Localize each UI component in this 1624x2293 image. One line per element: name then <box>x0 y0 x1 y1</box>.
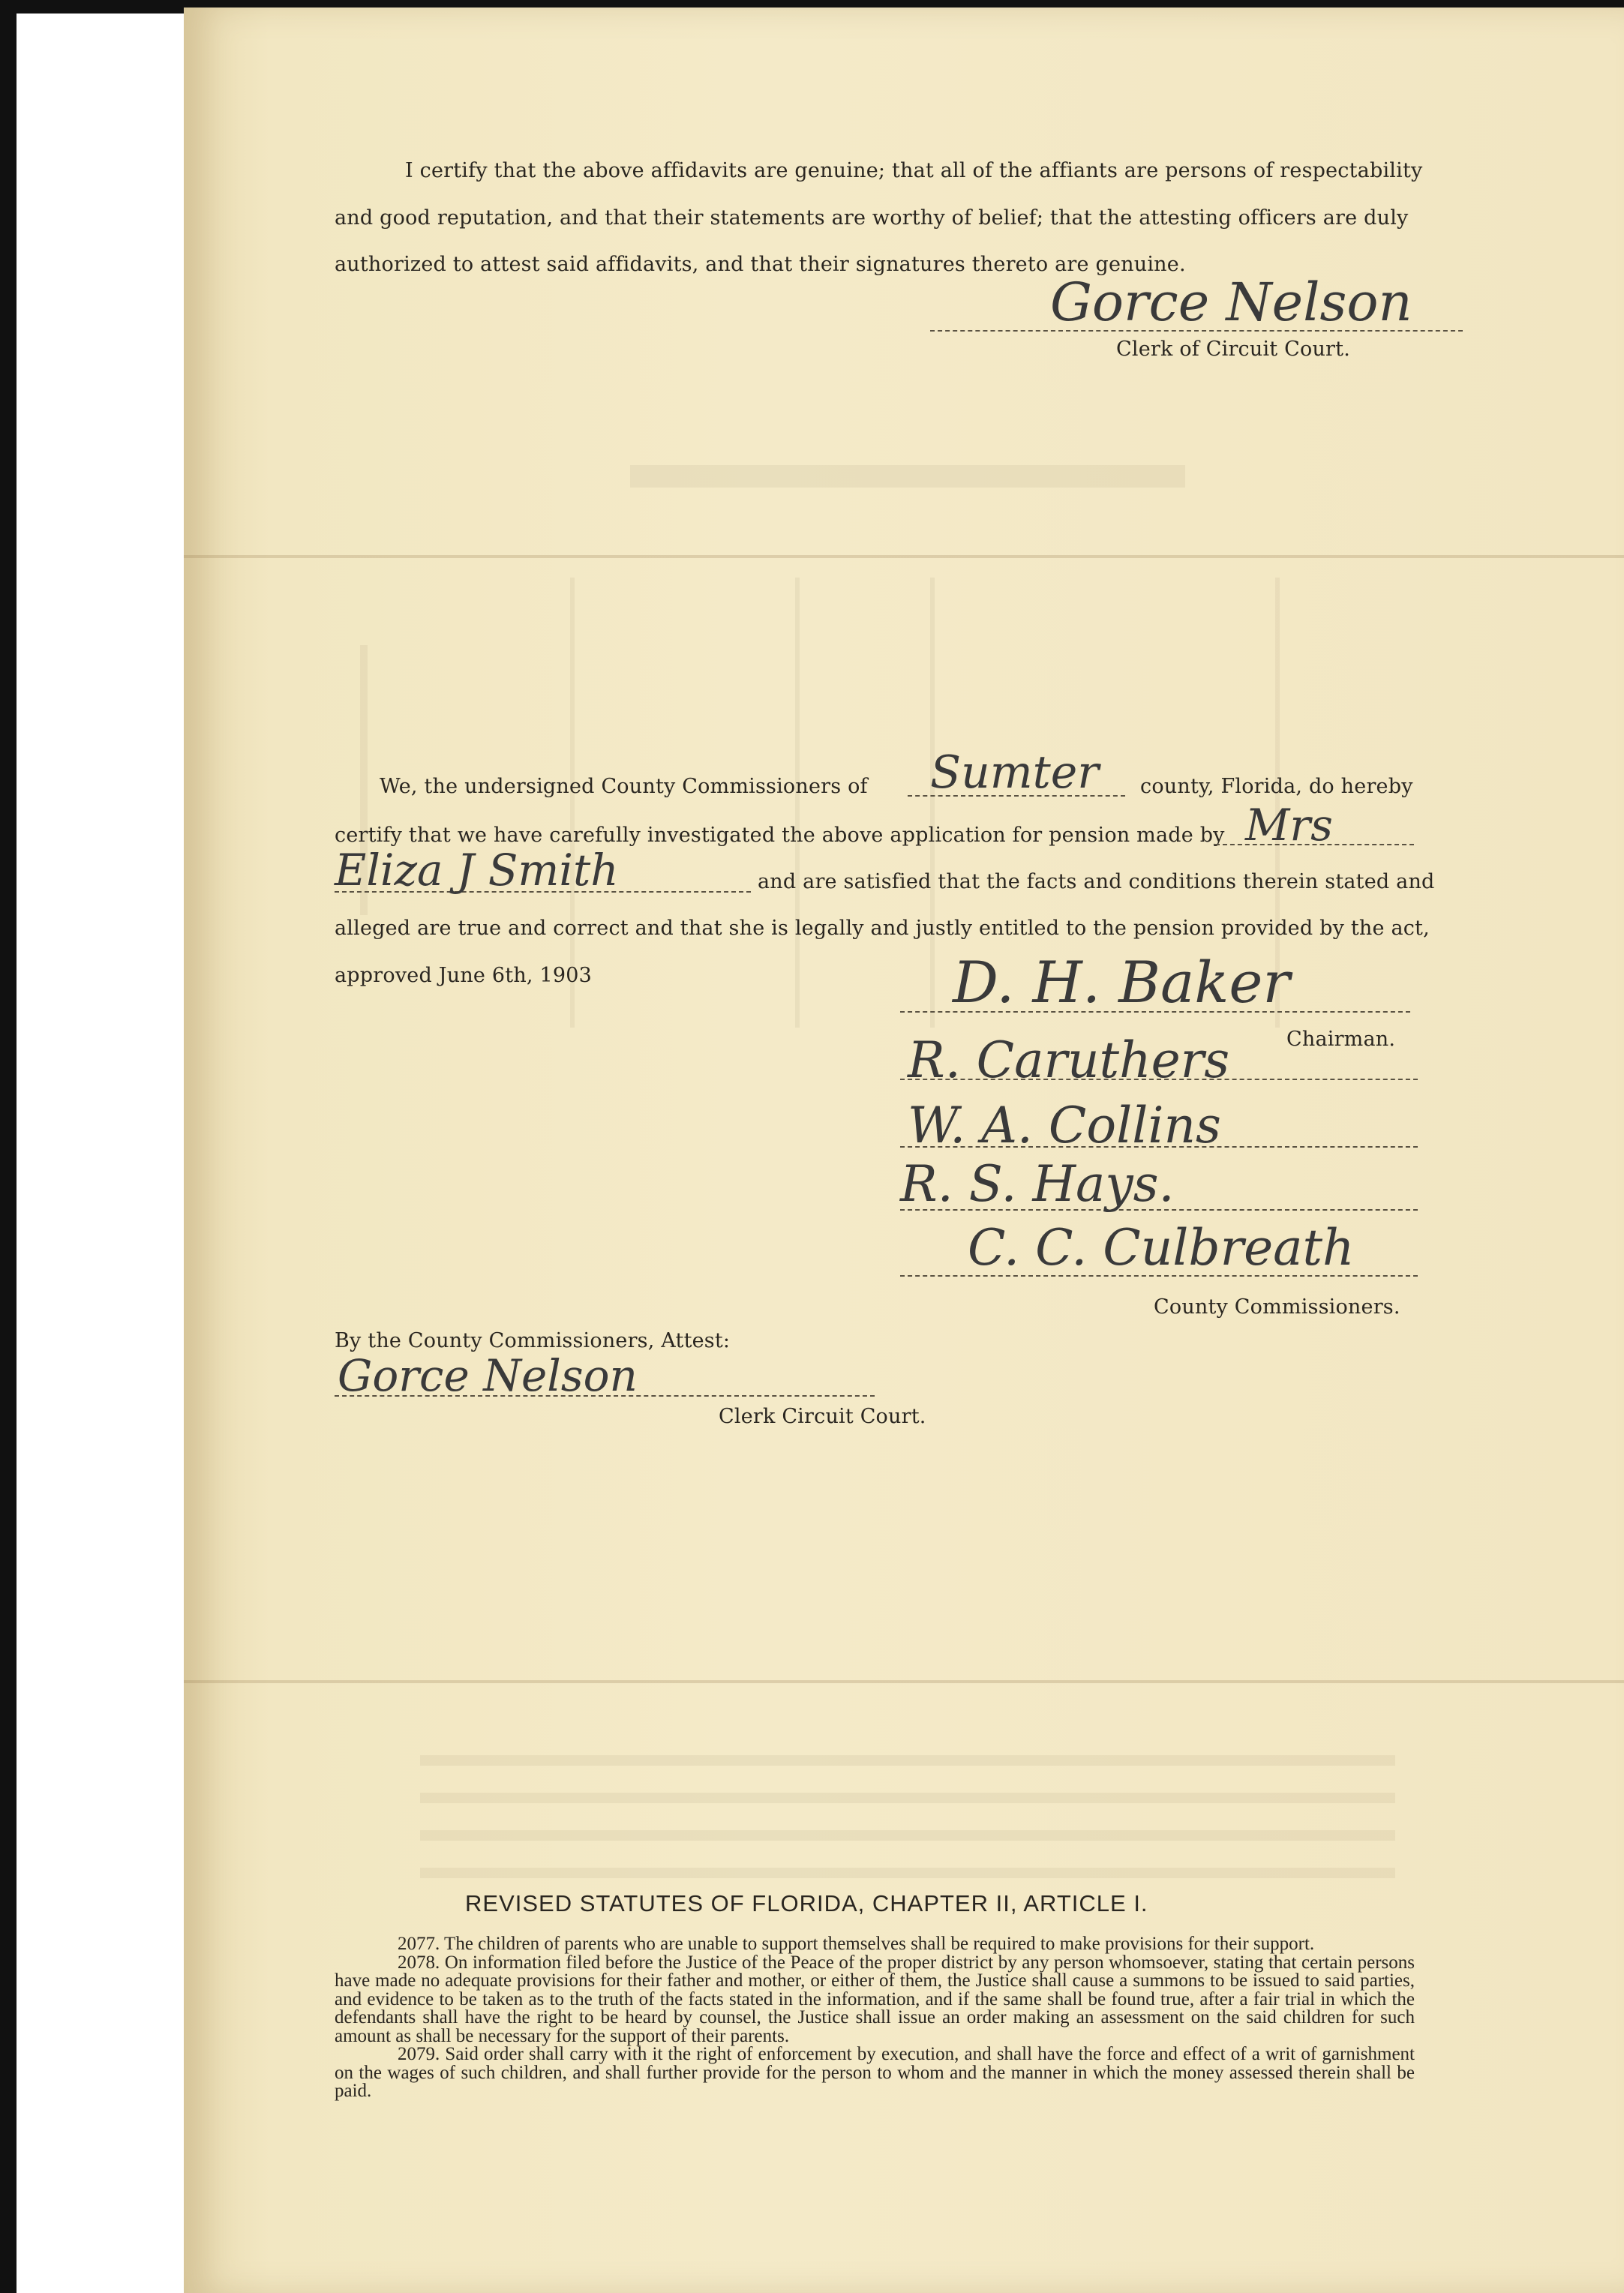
commissioner-signature-2: R. Caruthers <box>908 1031 1230 1089</box>
commissioner-signature-4: R. S. Hays. <box>900 1155 1175 1213</box>
county-handwritten: Sumter <box>930 746 1099 799</box>
attest-signature: Gorce Nelson <box>338 1350 638 1401</box>
clerk-signature: Gorce Nelson <box>1050 272 1412 333</box>
commissioner-signature-3: W. A. Collins <box>908 1097 1221 1154</box>
applicant-title-handwritten: Mrs <box>1245 800 1333 851</box>
statute-2078: 2078. On information filed before the Justice of the Peace of the proper district by any person whomsoever, stating that certain persons have made no adequate provisions for their father and mother, or either of them, the Justice shall cause a summons to be issued to said parties, and evidence to be taken as to the truth of the facts stated in the information, and if the same shall be found true, after a fair trial in which the defendants shall have the right to be heard by counsel, the Justice shall issue an order making an assessment on the said children for such amount as shall be necessary for the support of their parents. <box>335 1952 1415 2046</box>
attest-title: Clerk Circuit Court. <box>719 1405 926 1428</box>
commissioners-line-3: and are satisfied that the facts and conditions therein stated and <box>758 870 1435 893</box>
commissioners-line-2: certify that we have carefully investigated the above application for pension made by <box>335 824 1225 847</box>
applicant-name-handwritten: Eliza J Smith <box>335 845 619 896</box>
statutes-body <box>335 1935 1415 2101</box>
commissioner-signature-5: C. C. Culbreath <box>968 1219 1355 1277</box>
chairman-label: Chairman. <box>1286 1028 1396 1051</box>
clerk-title: Clerk of Circuit Court. <box>1116 338 1350 361</box>
commissioners-line-5: approved June 6th, 1903 <box>335 964 592 987</box>
statute-2079: 2079. Said order shall carry with it the right of enforcement by execution, and shall have the force and effect of a writ of garnishment on the wages of such children, and shall further provide for the person to whom and the manner in which the money assessed therein shall be paid. <box>335 2044 1415 2101</box>
commissioners-line-4: alleged are true and correct and that she is legally and justly entitled to the pension provided by the act, <box>335 917 1430 940</box>
commissioner-signature-1: D. H. Baker <box>953 949 1290 1016</box>
statutes-heading: REVISED STATUTES OF FLORIDA, CHAPTER II, ARTICLE I. <box>465 1890 1148 1916</box>
certificate-line-2: and good reputation, and that their statements are worthy of belief; that the attesting officers are duly <box>335 206 1409 230</box>
commissioners-line-1-start: We, the undersigned County Commissioners of <box>380 775 868 798</box>
statute-2077: 2077. The children of parents who are unable to support themselves shall be required to make provisions for their support. <box>398 1934 1315 1954</box>
certificate-line-3: authorized to attest said affidavits, and that their signatures thereto are genuine. <box>335 253 1186 276</box>
certificate-line-1: I certify that the above affidavits are genuine; that all of the affiants are persons of respectability <box>405 159 1423 182</box>
attest-label: By the County Commissioners, Attest: <box>335 1329 731 1352</box>
commissioners-line-1-end: county, Florida, do hereby <box>1140 775 1413 798</box>
county-commissioners-label: County Commissioners. <box>1154 1295 1400 1319</box>
